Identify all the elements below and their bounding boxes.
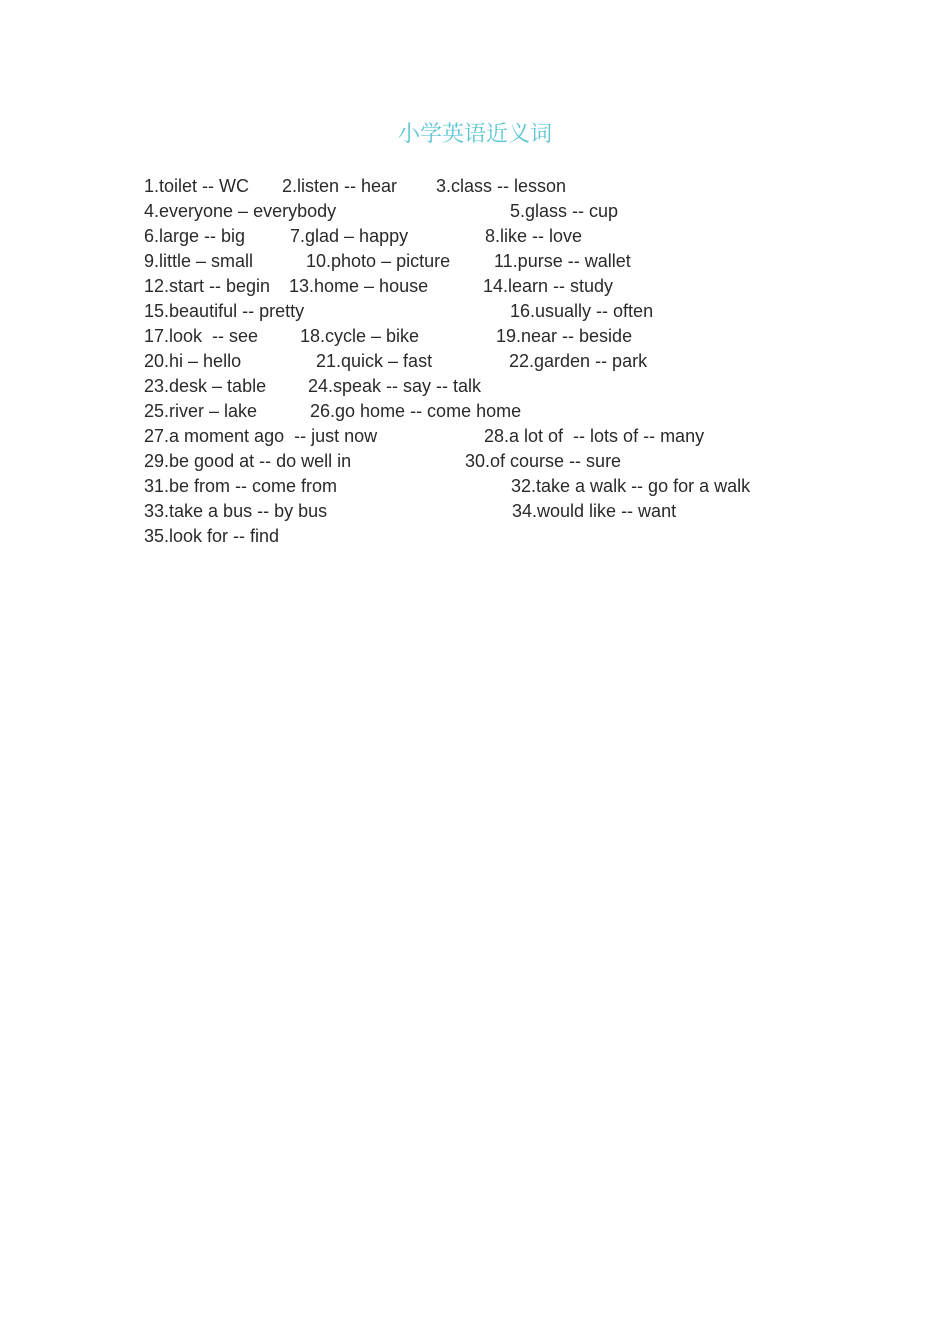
list-row [0, 524, 950, 549]
synonym-item: 4.everyone – everybody [144, 201, 337, 221]
synonym-item: 12.start -- begin [144, 276, 271, 296]
synonym-item: 16.usually -- often [510, 301, 654, 321]
synonym-item: 10.photo – picture [306, 251, 451, 271]
synonym-item: 8.like -- love [485, 226, 583, 246]
synonym-item: 26.go home -- come home [310, 401, 522, 421]
list-row [0, 199, 950, 224]
synonym-item: 35.look for -- find [144, 526, 280, 546]
synonym-item: 28.a lot of -- lots of -- many [484, 426, 705, 446]
synonym-item: 19.near -- beside [496, 326, 633, 346]
synonym-item: 22.garden -- park [509, 351, 648, 371]
synonym-item: 31.be from -- come from [144, 476, 338, 496]
list-row [0, 474, 950, 499]
list-row [0, 274, 950, 299]
synonym-item: 34.would like -- want [512, 501, 677, 521]
list-row [0, 399, 950, 424]
synonym-item: 14.learn -- study [483, 276, 614, 296]
synonym-item: 23.desk – table [144, 376, 267, 396]
synonym-item: 5.glass -- cup [510, 201, 619, 221]
synonym-item: 3.class -- lesson [436, 176, 567, 196]
list-row [0, 324, 950, 349]
list-row [0, 174, 950, 199]
synonym-list [0, 174, 950, 554]
synonym-item: 25.river – lake [144, 401, 258, 421]
synonym-item: 33.take a bus -- by bus [144, 501, 328, 521]
list-row [0, 449, 950, 474]
synonym-item: 15.beautiful -- pretty [144, 301, 305, 321]
synonym-item: 2.listen -- hear [282, 176, 398, 196]
synonym-item: 17.look -- see [144, 326, 259, 346]
synonym-item: 29.be good at -- do well in [144, 451, 352, 471]
synonym-item: 24.speak -- say -- talk [308, 376, 482, 396]
synonym-item: 21.quick – fast [316, 351, 433, 371]
document-title: 小学英语近义词 [397, 122, 552, 147]
list-row [0, 424, 950, 449]
synonym-item: 27.a moment ago -- just now [144, 426, 378, 446]
list-row [0, 499, 950, 524]
list-row [0, 224, 950, 249]
synonym-item: 18.cycle – bike [300, 326, 420, 346]
synonym-item: 11.purse -- wallet [494, 251, 631, 271]
synonym-item: 20.hi – hello [144, 351, 242, 371]
list-row [0, 349, 950, 374]
synonym-item: 32.take a walk -- go for a walk [511, 476, 751, 496]
synonym-item: 7.glad – happy [290, 226, 409, 246]
list-row [0, 374, 950, 399]
synonym-item: 9.little – small [144, 251, 254, 271]
list-row [0, 299, 950, 324]
synonym-item: 30.of course -- sure [465, 451, 622, 471]
list-row [0, 249, 950, 274]
synonym-item: 6.large -- big [144, 226, 246, 246]
synonym-item: 1.toilet -- WC [144, 176, 250, 196]
synonym-item: 13.home – house [289, 276, 429, 296]
